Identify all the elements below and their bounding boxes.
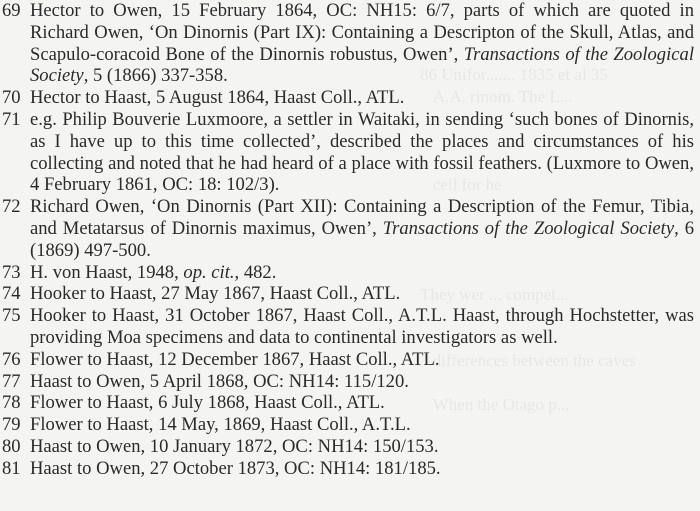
endnote-text: Richard Owen, ‘On Dinornis (Part XII): Containing a Description of the Femur, Tibia, and Metatarsus of Dinornis maximus, Owen’,	[30, 196, 694, 239]
endnote-text: Haast to Owen, 27 October 1873, OC: NH14: 181/185.	[30, 457, 441, 479]
endnote	[0, 436, 700, 458]
endnote	[0, 87, 700, 109]
endnote-text: Flower to Haast, 14 May, 1869, Haast Coll., A.T.L.	[30, 414, 411, 436]
endnote-number: 73	[2, 261, 21, 283]
endnote-italic-title: Transactions of the Zoological Society	[382, 217, 675, 239]
endnote-text: Hooker to Haast, 31 October 1867, Haast Coll., A.T.L. Haast, through Hochstetter, was providing Moa specimens and data to continental investigators as well.	[30, 305, 694, 348]
endnote-italic-title: op. cit.	[183, 261, 235, 283]
endnote-number: 71	[2, 108, 21, 130]
endnote-text: , 6 (1869) 497-500.	[30, 217, 695, 261]
endnote	[0, 414, 700, 436]
endnote-number: 77	[2, 370, 21, 392]
endnote-number: 74	[2, 283, 21, 305]
endnote	[0, 371, 700, 393]
endnote-text: Hooker to Haast, 27 May 1867, Haast Coll., ATL.	[30, 283, 401, 305]
endnote-text: Hector to Haast, 5 August 1864, Haast Coll., ATL.	[30, 87, 405, 109]
endnote	[0, 262, 700, 284]
endnote-number: 79	[2, 414, 21, 436]
endnote-number: 80	[2, 435, 21, 457]
endnote-number: 75	[2, 305, 21, 327]
show-through-text: 86 Unifor....... 1835 et al 35 A.A. rinom. The L... cell for he They wer ... compet... differences between the caves When the Otago p...	[420, 65, 636, 414]
endnote-text: e.g. Philip Bouverie Luxmoore, a settler in Waitaki, in sending ‘such bones of Dinornis, as I have up to this time collected’, described the places and circumstances of his collecting and noted that he had heard of a place with fossil feathers. (Luxmore to Owen, 4 February 1861, OC: 18: 102/3).	[30, 108, 694, 196]
endnote	[0, 458, 700, 480]
endnote-text: Hector to Owen, 15 February 1864, OC: NH15: 6/7, parts of which are quoted in Richard Owen, ‘On Dinornis (Part IX): Containing a Descripton of the Skull, Atlas, and Scapulo-coracoid Bone of the Dinornis robustus, Owen’,	[30, 0, 694, 65]
endnote	[0, 0, 700, 87]
endnote-number: 78	[2, 392, 21, 414]
endnote-text: Haast to Owen, 5 April 1868, OC: NH14: 115/120.	[30, 370, 409, 392]
endnote-number: 69	[2, 0, 21, 21]
endnote-italic-title: Transactions of the Zoological Society	[30, 43, 694, 87]
endnote-number: 76	[2, 348, 21, 370]
endnote-text: , 482.	[234, 261, 277, 283]
endnote-text: Flower to Haast, 6 July 1868, Haast Coll., ATL.	[30, 392, 385, 414]
endnote	[0, 349, 700, 371]
endnote-number: 70	[2, 87, 21, 109]
endnote-number: 81	[2, 457, 21, 479]
endnote	[0, 109, 700, 196]
endnote-text: Haast to Owen, 10 January 1872, OC: NH14: 150/153.	[30, 435, 439, 457]
endnote-number: 72	[2, 196, 21, 218]
endnote-text: Flower to Haast, 12 December 1867, Haast Coll., ATL.	[30, 348, 440, 370]
endnote	[0, 196, 700, 261]
endnote	[0, 392, 700, 414]
endnote-text: , 5 (1866) 337-358.	[83, 65, 228, 87]
endnote-text: H. von Haast, 1948,	[30, 261, 184, 283]
endnote	[0, 283, 700, 305]
endnote	[0, 305, 700, 349]
